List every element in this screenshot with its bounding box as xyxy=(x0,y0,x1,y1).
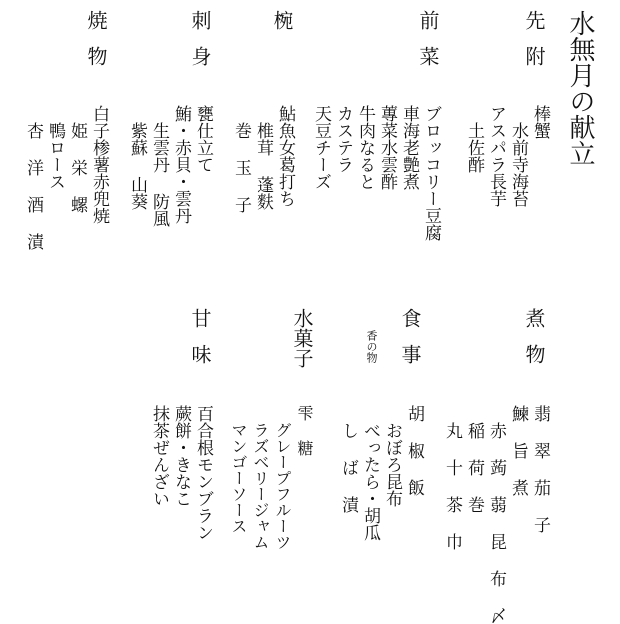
heading-zensai: 前菜 xyxy=(416,10,440,82)
menu-item: 蕨餅・きなこ xyxy=(171,405,191,507)
heading-yakimono: 焼物 xyxy=(84,10,108,82)
menu-item: 水前寺海苔 xyxy=(508,122,528,207)
menu-item: し ば 漬 xyxy=(338,422,358,513)
menu-item: 抹茶ぜんざい xyxy=(149,405,169,507)
menu-item: 土佐酢 xyxy=(464,122,484,173)
menu-item: 胡 椒 飯 xyxy=(404,405,424,496)
menu-item: ラズベリージャム xyxy=(251,422,270,550)
menu-item: ブロッコリー豆腐 xyxy=(421,105,441,241)
heading-kanmi: 甘味 xyxy=(188,308,212,380)
side-note: 香の物 xyxy=(365,330,378,363)
menu-item: 杏 洋 酒 漬 xyxy=(23,122,43,250)
menu-item: カステラ xyxy=(333,105,353,173)
menu-item: 車海老艶煮 xyxy=(399,105,419,190)
menu-item: 鮎魚女葛打ち xyxy=(275,105,295,207)
menu-item: 丸 十 茶 巾 xyxy=(442,422,462,550)
menu-item: マンゴーソース xyxy=(229,422,248,534)
heading-sashimi: 刺身 xyxy=(188,10,212,82)
menu-item: 蓴菜水雲酢 xyxy=(377,105,397,190)
heading-wan: 椀 xyxy=(270,10,294,46)
menu-item: べったら・胡瓜 xyxy=(360,422,380,541)
menu-item: 白子椮薯赤兜焼 xyxy=(89,105,109,224)
heading-sakizuke: 先附 xyxy=(522,10,546,82)
menu-item: 甕仕立て xyxy=(193,105,213,173)
menu-item: 棒蟹 xyxy=(530,105,550,139)
heading-mizugashi: 水菓子 xyxy=(290,308,314,368)
menu-item: 赤 蒟 蒻 昆 布 〆 xyxy=(486,422,506,624)
menu-item: 紫蘇 山葵 xyxy=(127,122,147,210)
menu-item: 牛肉なると xyxy=(355,105,375,190)
menu-item: 巻 玉 子 xyxy=(231,122,251,213)
menu-item: 鴨ロース xyxy=(45,122,65,190)
menu-item: 椎茸 蓬麩 xyxy=(253,122,273,210)
menu-title: 水無月の献立 xyxy=(565,10,595,166)
menu-item: 生雲丹 防風 xyxy=(149,122,169,227)
menu-item: 鰊 旨 煮 xyxy=(508,405,528,496)
menu-item: 百合根モンブラン xyxy=(193,405,213,541)
heading-nimono: 煮物 xyxy=(522,308,546,380)
heading-shokuji: 食事 xyxy=(398,308,422,380)
menu-item: グレープフルーツ xyxy=(273,422,292,550)
menu-item: 雫 糖 xyxy=(295,405,314,456)
menu-item: 翡 翠 茄 子 xyxy=(530,405,550,533)
menu-item: 鮪・赤貝・雲丹 xyxy=(171,105,191,224)
menu-item: 姫 栄 螺 xyxy=(67,122,87,213)
menu-item: 稲 荷 巻 xyxy=(464,422,484,513)
menu-item: 天豆チーズ xyxy=(311,105,331,190)
menu-item: おぼろ昆布 xyxy=(382,422,402,507)
menu-item: アスパラ長芋 xyxy=(486,105,506,207)
